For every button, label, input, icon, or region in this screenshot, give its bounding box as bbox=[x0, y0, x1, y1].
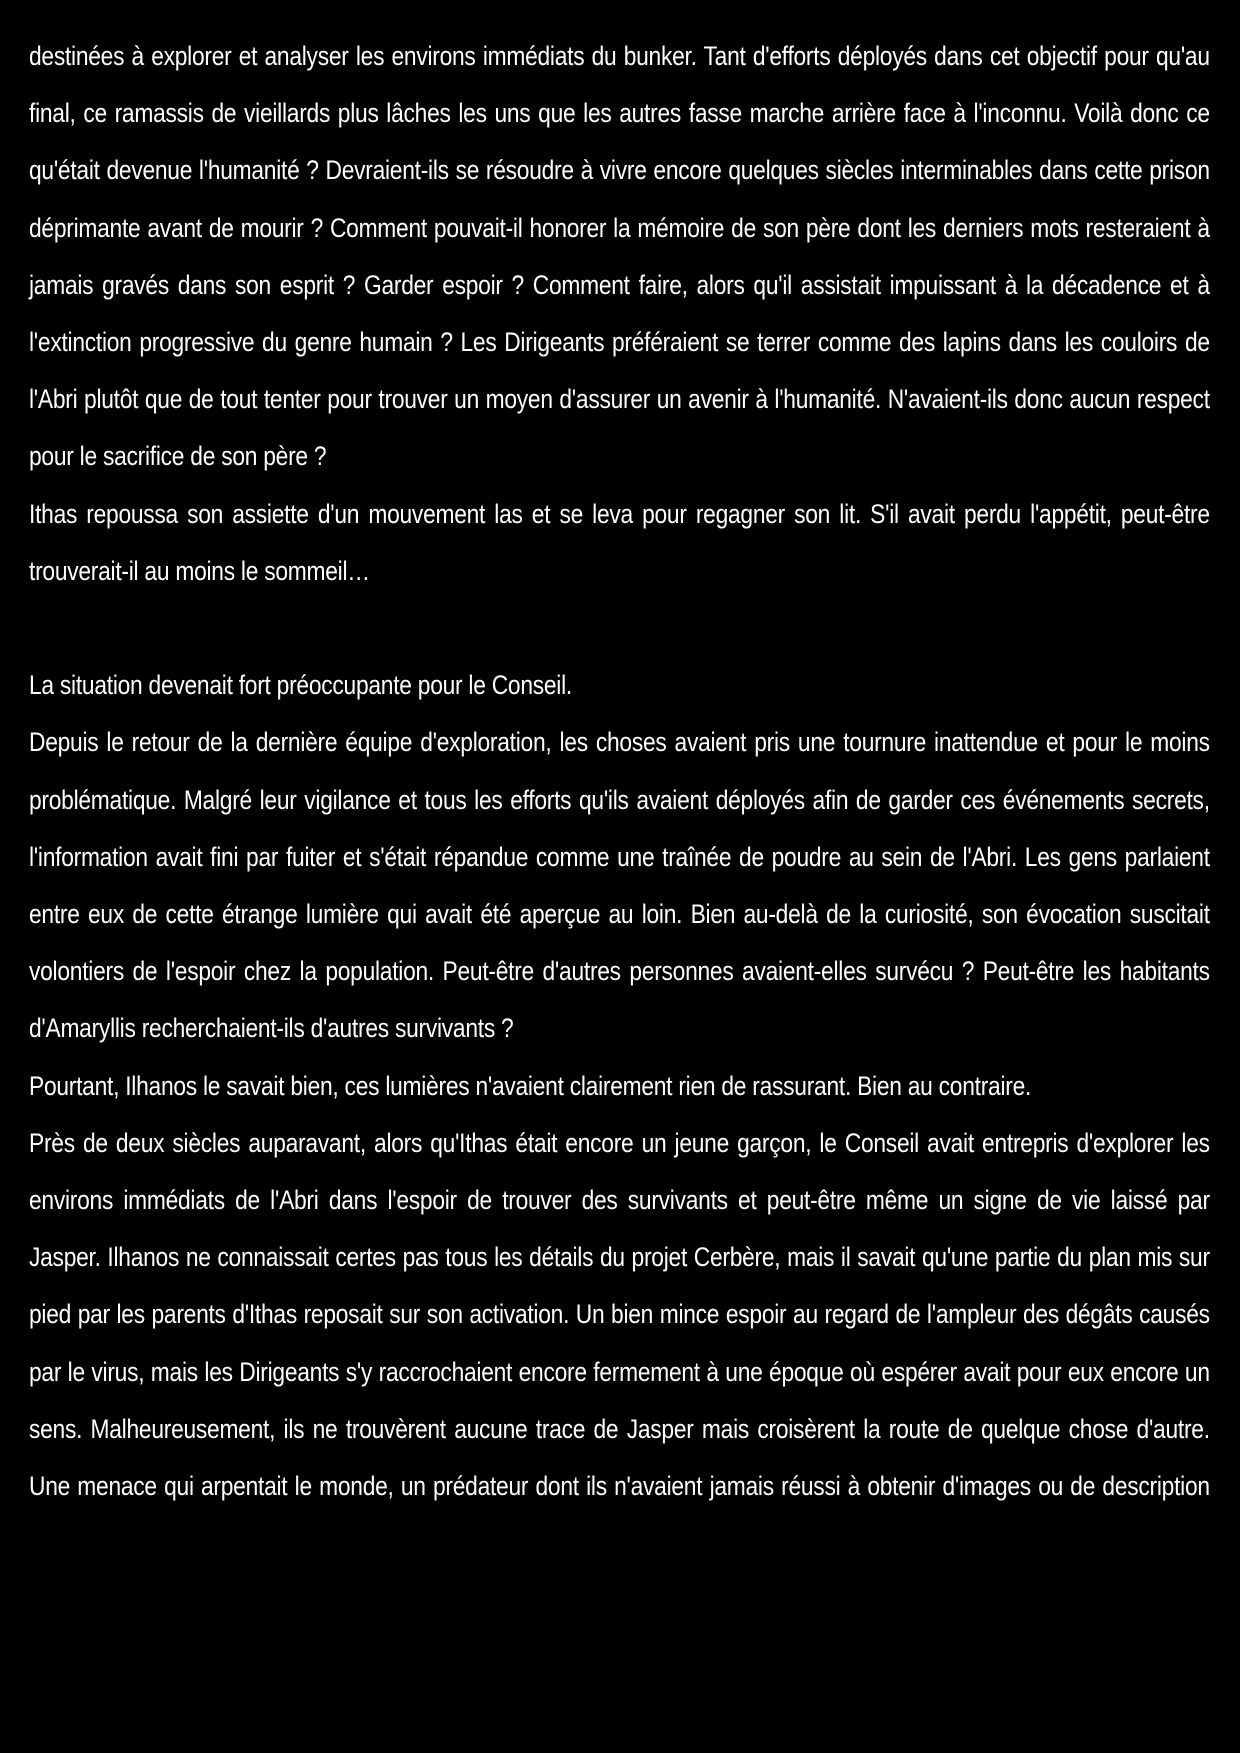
paragraph: destinées à explorer et analyser les environs immédiats du bunker. Tant d'efforts déployés dans cet objectif pour qu'au final, ce ramassis de vieillards plus lâches les uns que les autres fasse marche arrière face à l'inconnu. Voilà donc ce qu'était devenue l'humanité ? Devraient-ils se résoudre à vivre encore quelques siècles interminables dans cette prison déprimante avant de mourir ? Comment pouvait-il honorer la mémoire de son père dont les derniers mots resteraient à jamais gravés dans son esprit ? Garder espoir ? Comment faire, alors qu'il assistait impuissant à la décadence et à l'extinction progressive du genre humain ? Les Dirigeants préféraient se terrer comme des lapins dans les couloirs de l'Abri plutôt que de tout tenter pour trouver un moyen d'assurer un avenir à l'humanité. N'avaient-ils donc aucun respect pour le sacrifice de son père ? bbox=[29, 41, 1210, 472]
paragraph: Ithas repoussa son assiette d'un mouvement las et se leva pour regagner son lit. S'il avait perdu l'appétit, peut-être trouverait-il au moins le sommeil… bbox=[29, 498, 1210, 586]
paragraph-spacer bbox=[29, 600, 1210, 657]
document-page bbox=[29, 28, 1210, 1515]
paragraph: Depuis le retour de la dernière équipe d'exploration, les choses avaient pris une tournure inattendue et pour le moins problématique. Malgré leur vigilance et tous les efforts qu'ils avaient déployés afin de garder ces événements secrets, l'information avait fini par fuiter et s'était répandue comme une traînée de poudre au sein de l'Abri. Les gens parlaient entre eux de cette étrange lumière qui avait été aperçue au loin. Bien au-delà de la curiosité, son évocation suscitait volontiers de l'espoir chez la population. Peut-être d'autres personnes avaient-elles survécu ? Peut-être les habitants d'Amaryllis recherchaient-ils d'autres survivants ? bbox=[29, 727, 1210, 1044]
paragraph: La situation devenait fort préoccupante pour le Conseil. bbox=[29, 670, 572, 701]
paragraph: Près de deux siècles auparavant, alors qu'Ithas était encore un jeune garçon, le Conseil avait entrepris d'explorer les environs immédiats de l'Abri dans l'espoir de trouver des survivants et peut-être même un signe de vie laissé par Jasper. Ilhanos ne connaissait certes pas tous les détails du projet Cerbère, mais il savait qu'une partie du plan mis sur pied par les parents d'Ithas reposait sur son activation. Un bien mince espoir au regard de l'ampleur des dégâts causés par le virus, mais les Dirigeants s'y raccrochaient encore fermement à une époque où espérer avait pour eux encore un sens. Malheureusement, ils ne trouvèrent aucune trace de Jasper mais croisèrent la route de quelque chose d'autre. Une menace qui arpentait le monde, un prédateur dont ils n'avaient jamais réussi à obtenir d'images ou de description bbox=[29, 1127, 1210, 1502]
paragraph: Pourtant, Ilhanos le savait bien, ces lumières n'avaient clairement rien de rassurant. Bien au contraire. bbox=[29, 1070, 1032, 1101]
